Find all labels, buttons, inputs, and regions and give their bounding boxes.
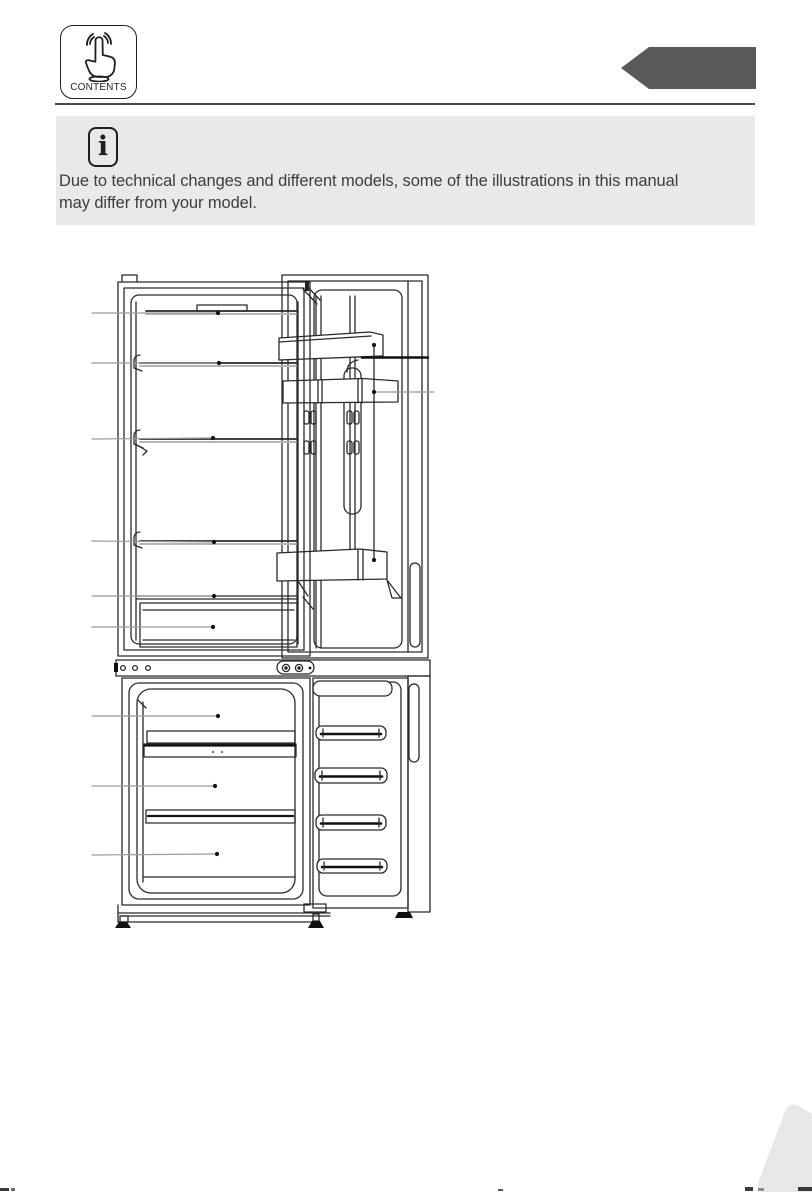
base-and-feet [115,905,330,928]
fridge-diagram [85,265,445,935]
fridge-compartment [118,275,310,656]
freezer-compartment [122,678,310,905]
scan-artifact [11,1188,15,1191]
touch-hand-icon [76,30,122,82]
notice-text-line2: may differ from your model. [59,193,257,212]
notice-text-line1: Due to technical changes and different models, some of the illustrations in this manual [59,172,679,190]
fridge-door [277,275,428,658]
middle-hinge-band [114,660,430,676]
scan-artifact [758,1188,764,1191]
scan-artifact [0,1188,9,1191]
section-banner-arrow [615,42,761,92]
freezer-door [304,676,430,918]
page-corner-graphic [740,1088,812,1192]
freezer-door-shelves [315,726,387,873]
scan-artifact [798,1187,812,1191]
info-icon-glyph: i [97,130,109,162]
back-arrow-shape [621,47,756,89]
header-rule [55,103,755,105]
fridge-door-handle [410,563,420,647]
freezer-door-handle [409,684,419,762]
freezer-drawer-rail [147,731,295,743]
door-bin-middle [283,379,398,404]
notice-text [59,171,755,214]
notice-box [56,116,755,225]
info-icon [88,127,118,167]
scan-artifact [745,1187,753,1191]
contents-button-label: CONTENTS [70,82,127,93]
door-rail-clips [304,411,359,454]
scan-artifact [498,1189,503,1191]
door-bin-lower [277,549,387,581]
contents-button[interactable] [60,25,137,99]
